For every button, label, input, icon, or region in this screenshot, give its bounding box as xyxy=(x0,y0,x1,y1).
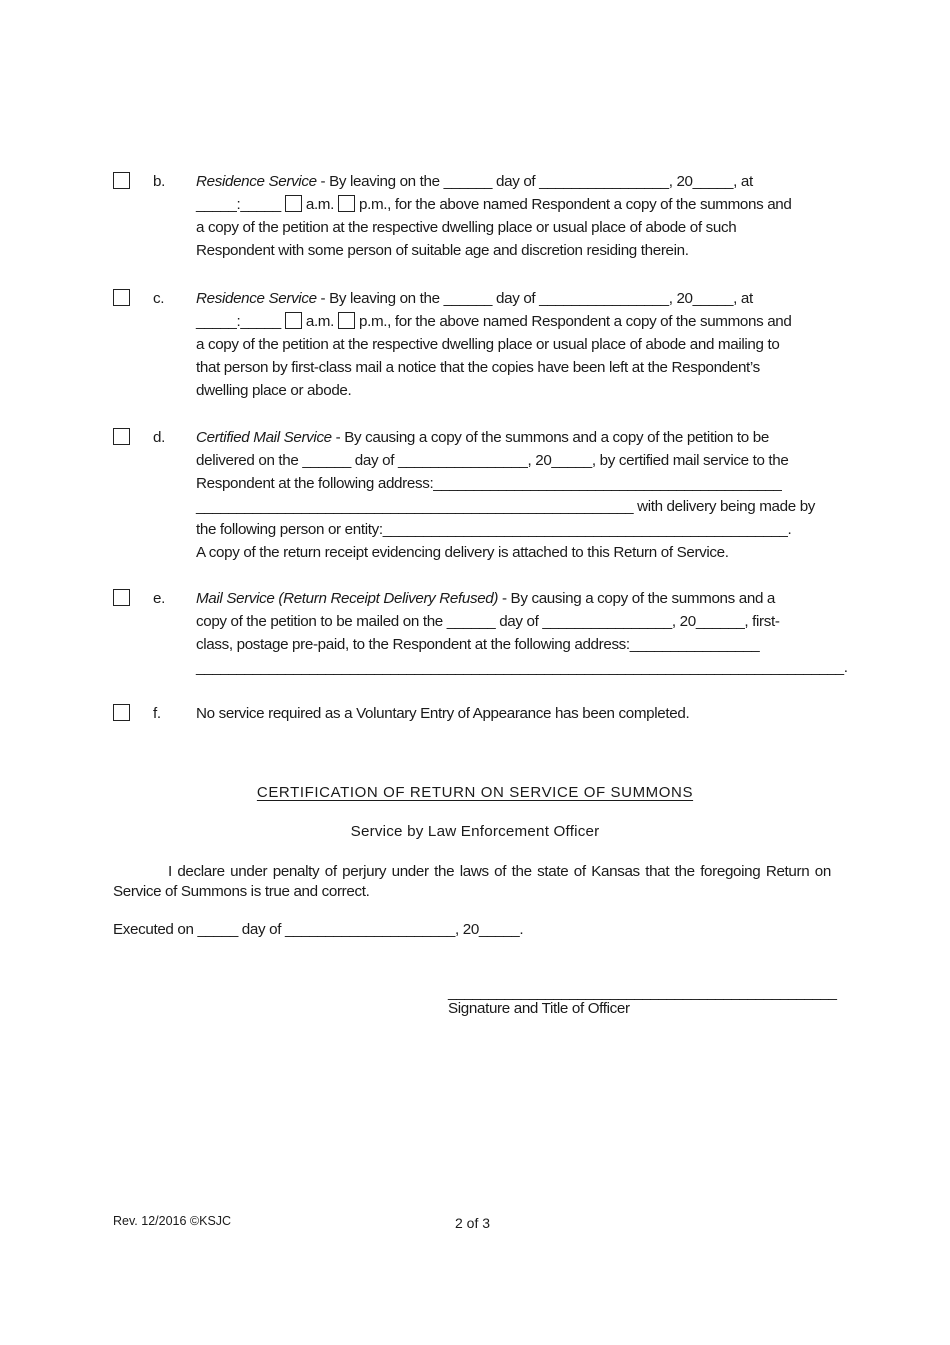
checkbox-certified-mail-service[interactable] xyxy=(113,428,130,445)
footer-page-number: 2 of 3 xyxy=(455,1215,491,1231)
signature-label: Signature and Title of Officer xyxy=(448,1000,630,1017)
certification-title: CERTIFICATION OF RETURN ON SERVICE OF SUMMONS xyxy=(256,784,694,801)
option-letter: c. xyxy=(153,290,165,307)
executed-on-line: Executed on _____ day of _____________________, 20_____. xyxy=(113,921,524,938)
footer-revision: Rev. 12/2016 ©KSJC xyxy=(113,1214,232,1228)
checkbox-mail-service-refused[interactable] xyxy=(113,589,130,606)
option-letter: b. xyxy=(153,173,165,190)
am-checkbox[interactable] xyxy=(285,195,302,212)
option-title: Residence Service xyxy=(196,173,317,190)
option-text: Residence Service - By leaving on the ______ day of ________________, 20_____, at _____:_____ a.m. p.m., for the above named Respondent a copy of the summons and a copy of the petition at the respective dwelling place or usual place of abode of such Respondent with some person of suitable age and discretion residing therein. xyxy=(196,173,792,259)
option-title: Residence Service xyxy=(196,290,317,307)
option-title: Certified Mail Service xyxy=(196,429,332,446)
option-text: Certified Mail Service - By causing a copy of the summons and a copy of the petition to be delivered on the ______ day of ________________, 20_____, by certified mail service to the Respondent at the following address:___________________________________________ ______________________________________________________ with delivery being made by the following person or entity:__________________________________________________. A copy of the return receipt evidencing delivery is attached to this Return of Service. xyxy=(196,429,816,561)
option-text: Residence Service - By leaving on the ______ day of ________________, 20_____, at _____:_____ a.m. p.m., for the above named Respondent a copy of the summons and a copy of the petition at the respective dwelling place or usual place of abode and mailing to that person by first-class mail a notice that the copies have been left at the Respondent’s dwelling place or abode. xyxy=(196,290,792,399)
checkbox-residence-service-c[interactable] xyxy=(113,289,130,306)
certification-subtitle: Service by Law Enforcement Officer xyxy=(350,823,600,840)
am-checkbox[interactable] xyxy=(285,312,302,329)
option-letter: d. xyxy=(153,429,165,446)
option-text: Mail Service (Return Receipt Delivery Refused) - By causing a copy of the summons and a copy of the petition to be mailed on the ______ day of ________________, 20______, first- class, postage pre-paid, to the Respondent at the following address:________________ ________________________________________________________________________________. xyxy=(196,590,848,676)
signature-line: ________________________________________________ xyxy=(448,984,837,1001)
checkbox-residence-service-b[interactable] xyxy=(113,172,130,189)
pm-checkbox[interactable] xyxy=(338,195,355,212)
option-letter: f. xyxy=(153,705,161,722)
option-title: Mail Service (Return Receipt Delivery Refused) xyxy=(196,590,499,607)
declaration-text: I declare under penalty of perjury under the laws of the state of Kansas that the foregoing Return on Service of Summons is true and correct. xyxy=(113,863,831,900)
option-text: No service required as a Voluntary Entry of Appearance has been completed. xyxy=(196,705,690,722)
checkbox-no-service-required[interactable] xyxy=(113,704,130,721)
pm-checkbox[interactable] xyxy=(338,312,355,329)
option-letter: e. xyxy=(153,590,165,607)
